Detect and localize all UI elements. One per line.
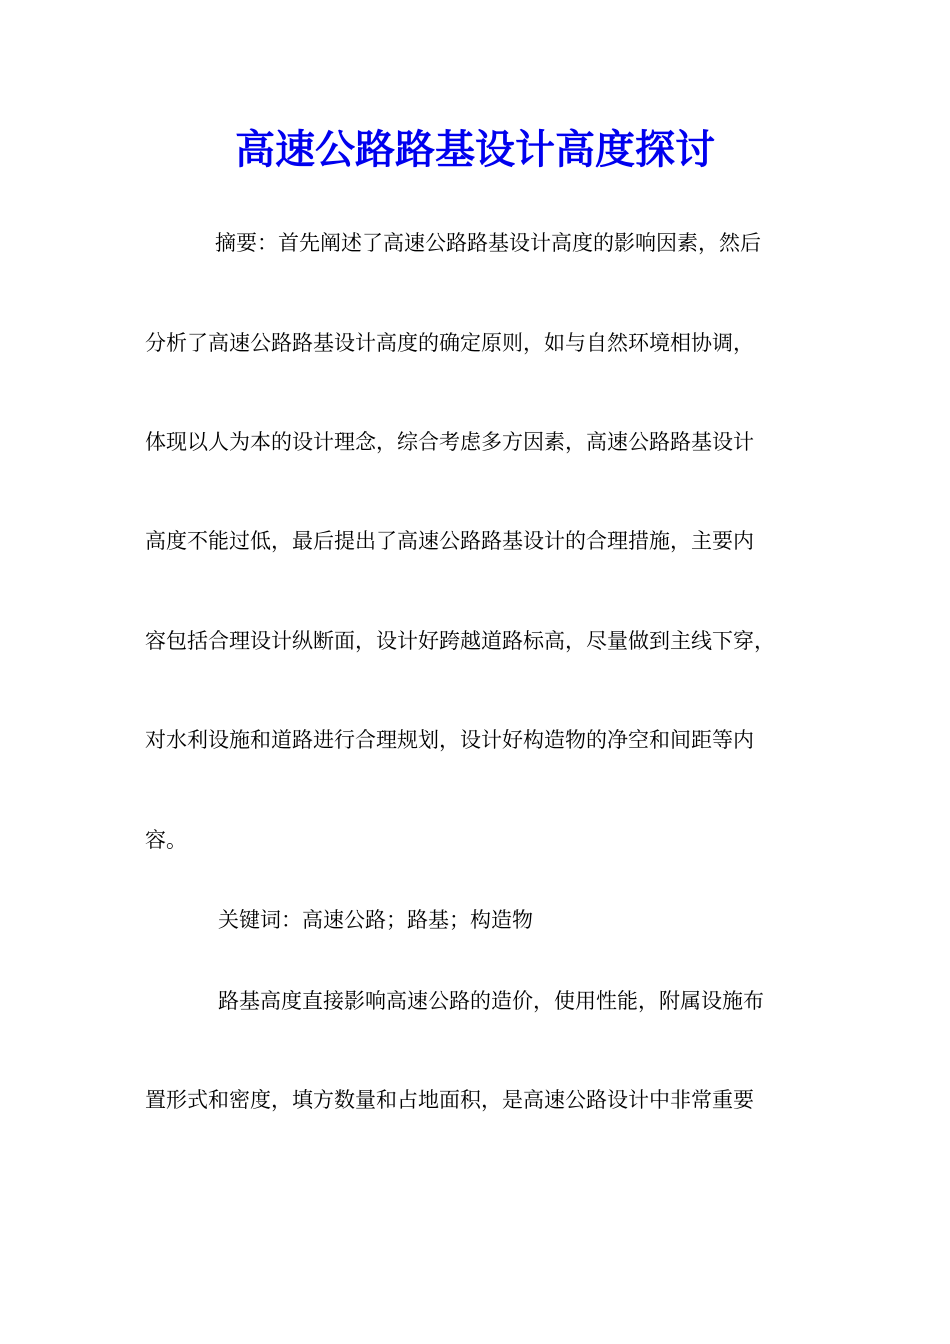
abstract-line-1: 摘要：首先阐述了高速公路路基设计高度的影响因素，然后: [215, 231, 761, 255]
abstract-line-6: 对水利设施和道路进行合理规划，设计好构造物的净空和间距等内: [145, 728, 754, 752]
body-line-1: 路基高度直接影响高速公路的造价，使用性能，附属设施布: [218, 989, 764, 1013]
abstract-line-3: 体现以人为本的设计理念，综合考虑多方因素，高速公路路基设计: [145, 430, 754, 454]
body-line-2: 置形式和密度，填方数量和占地面积，是高速公路设计中非常重要: [145, 1088, 754, 1112]
keywords-line: 关键词：高速公路；路基；构造物: [218, 908, 533, 932]
abstract-line-5: 容包括合理设计纵断面，设计好跨越道路标高，尽量做到主线下穿，: [145, 629, 775, 653]
document-title: 高速公路路基设计高度探讨: [235, 126, 715, 173]
abstract-line-4: 高度不能过低，最后提出了高速公路路基设计的合理措施，主要内: [145, 529, 754, 553]
abstract-line-2: 分析了高速公路路基设计高度的确定原则，如与自然环境相协调，: [145, 331, 754, 355]
abstract-line-7: 容。: [145, 828, 187, 852]
